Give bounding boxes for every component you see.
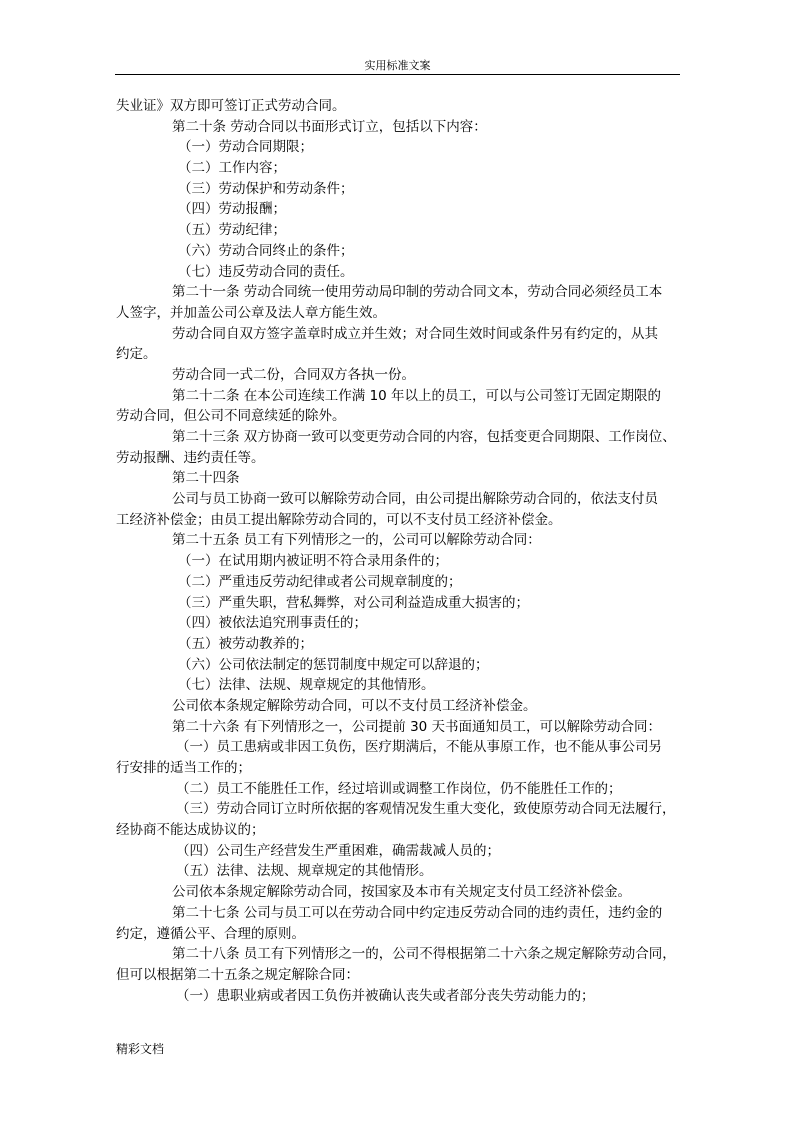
text-line: 经协商不能达成协议的； [116,822,265,839]
text-line: 劳动报酬、违约责任等。 [116,449,265,466]
text-line: 劳动合同自双方签字盖章时成立并生效；对合同生效时间或条件另有约定的，从其 [172,325,658,342]
text-line: 第二十六条 有下列情形之一，公司提前 30 天书面通知员工，可以解除劳动合同： [172,718,662,735]
text-line: 工经济补偿金；由员工提出解除劳动合同的，可以不支付员工经济补偿金。 [116,511,562,528]
text-line: （一）员工患病或非因工负伤，医疗期满后，不能从事原工作，也不能从事公司另 [176,739,662,756]
text-line: 第二十条 劳动合同以书面形式订立，包括以下内容： [172,118,487,135]
text-line: （三）严重失职，营私舞弊，对公司利益造成重大损害的； [178,594,529,611]
text-line: （五）法律、法规、规章规定的其他情形。 [176,863,433,880]
text-line: （四）公司生产经营发生严重困难，确需裁减人员的； [176,842,500,859]
text-line: 第二十二条 在本公司连续工作满 10 年以上的员工，可以与公司签订无固定期限的 [172,387,662,404]
footer-text: 精彩文档 [116,1042,165,1056]
text-line: 劳动合同，但公司不同意续延的除外。 [116,408,346,425]
text-line: 第二十一条 劳动合同统一使用劳动局印制的劳动合同文本，劳动合同必须经员工本 [172,284,663,301]
text-line: 第二十三条 双方协商一致可以变更劳动合同的内容，包括变更合同期限、工作岗位、 [172,429,676,445]
text-line: （七）法律、法规、规章规定的其他情形。 [178,677,435,694]
text-line: （七）违反劳动合同的责任。 [178,263,354,280]
text-line: （五）被劳动教养的； [178,635,313,652]
document-body [116,96,679,1006]
text-line: 劳动合同一式二份，合同双方各执一份。 [172,366,415,383]
text-line: （四）被依法追究刑事责任的； [178,615,367,632]
text-line: （四）劳动报酬； [178,201,286,218]
text-line: （三）劳动保护和劳动条件； [178,180,354,197]
text-line: 但可以根据第二十五条之规定解除合同： [116,966,359,983]
text-line: 失业证》双方即可签订正式劳动合同。 [116,98,346,114]
text-line: 公司依本条规定解除劳动合同，可以不支付员工经济补偿金。 [172,697,537,714]
text-line: （三）劳动合同订立时所依据的客观情况发生重大变化，致使原劳动合同无法履行， [176,801,676,818]
text-line: 公司与员工协商一致可以解除劳动合同，由公司提出解除劳动合同的，依法支付员 [172,491,658,508]
page-footer [116,1040,164,1058]
text-line: （六）公司依法制定的惩罚制度中规定可以辞退的； [178,656,489,673]
text-line: 第二十七条 公司与员工可以在劳动合同中约定违反劳动合同的违约责任，违约金的 [172,904,663,921]
text-line: （一）劳动合同期限； [178,139,313,156]
text-line: 第二十五条 员工有下列情形之一的，公司可以解除劳动合同： [172,532,541,549]
text-line: （一）患职业病或者因工负伤并被确认丧失或者部分丧失劳动能力的； [176,987,595,1004]
text-line: 第二十八条 员工有下列情形之一的，公司不得根据第二十六条之规定解除劳动合同， [172,946,676,963]
text-line: 约定。 [116,346,157,363]
text-line: 人签字，并加盖公司公章及法人章方能生效。 [116,304,386,321]
text-line: 约定，遵循公平、合理的原则。 [116,925,305,942]
text-line: （五）劳动纪律； [178,222,286,239]
header-title: 实用标准文案 [364,59,431,72]
text-line: 行安排的适当工作的； [116,760,251,776]
text-line: （六）劳动合同终止的条件； [178,242,354,259]
text-line: （一）在试用期内被证明不符合录用条件的； [178,553,448,570]
text-line: （二）工作内容； [178,160,286,177]
text-line: （二）员工不能胜任工作，经过培训或调整工作岗位，仍不能胜任工作的； [176,780,622,797]
text-line: 第二十四条 [172,470,240,487]
page-header [115,57,680,75]
text-line: （二）严重违反劳动纪律或者公司规章制度的； [178,573,462,590]
text-line: 公司依本条规定解除劳动合同，按国家及本市有关规定支付员工经济补偿金。 [172,884,631,901]
